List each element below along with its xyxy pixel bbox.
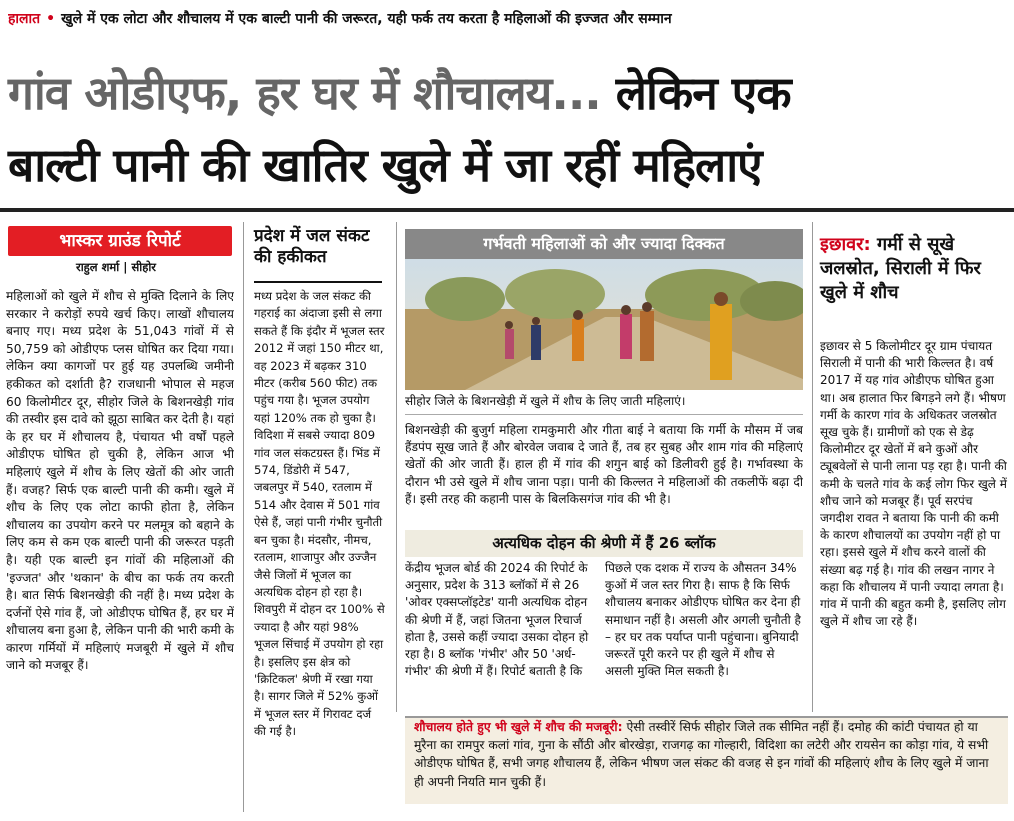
photo-headline: गर्भवती महिलाओं को और ज्यादा दिक्कत: [405, 229, 803, 259]
strapline-kicker: हालात: [8, 11, 41, 27]
bullet-dot-icon: •: [46, 11, 56, 27]
byline: राहुल शर्मा | सीहोर: [76, 260, 157, 274]
column-divider: [396, 222, 397, 712]
caption-rule: [405, 414, 803, 415]
brand-label: भास्कर ग्राउंड रिपोर्ट: [8, 226, 232, 256]
women-walking-photo: [405, 259, 803, 390]
sidebar-rule: [254, 281, 382, 283]
right-heading-text: गर्मी से सूखे जलस्रोत, सिराली में फिर खुले में शौच: [820, 234, 981, 303]
center-story-body: बिशनखेड़ी की बुजुर्ग महिला रामकुमारी और गीता बाई ने बताया कि गर्मी के मौसम में जब हैंडपंप सूख जाते हैं और बोरवेल जवाब दे जाते हैं, तब हर सुबह और शाम गांव की महिलाएं खेतों की ओर जाती हैं। हाल ही में गांव की शगुन बाई को डिलीवरी हुई है। गर्भावस्था के दौरान भी उसे खुले में शौच जाना पड़ा। पानी की किल्लत ने महिलाओं की तकलीफें बढ़ा दी हैं। इसी तरह की कहानी पास के बिलकिसगंज गांव की भी है।: [405, 423, 803, 506]
bottom-body: ऐसी तस्वीरें सिर्फ सीहोर जिले तक सीमित नहीं हैं। दमोह की कांटी पंचायत हो या मुरैना का रामपुर कलां गांव, गुना के सौंठी और बोरखेड़ा, राजगढ़ का गोल्हारी, विदिशा का लटेरी और रायसेन का कोड़ा गांव, ये सभी ओडीएफ घोषित हैं, सभी जगह शौचालय हैं, लेकिन भीषण जल संकट की वजह से इन गांवों की महिलाएं शौच के लिए खुले में जाना ही अपनी नियति मान चुकी हैं।: [414, 720, 989, 789]
right-heading: [820, 233, 1008, 305]
block-section-heading: अत्यधिक दोहन की श्रेणी में हैं 26 ब्लॉक: [405, 530, 803, 557]
bottom-kicker: शौचालय होते हुए भी खुले में शौच की मजबूरी:: [414, 720, 623, 734]
headline-line-1: [8, 64, 1008, 122]
column-divider: [812, 222, 813, 712]
right-story-body: इछावर से 5 किलोमीटर दूर ग्राम पंचायत सिराली में पानी की भारी किल्लत है। वर्ष 2017 में यह गांव ओडीएफ घोषित हुआ था। अब हालात फिर बिगड़ने लगे हैं। भीषण गर्मी के कारण गांव के अधिकतर जलस्रोत सूख चुके हैं। ग्रामीणों को एक से डेढ़ किलोमीटर दूर खेतों में बने कुओं और ट्यूबवेलों से पानी लाना पड़ रहा है। पानी की कमी के चलते गांव के कई लोग फिर खुले में शौच जाने को मजबूर हैं। पूर्व सरपंच जगदीश रावत ने बताया कि पानी की कमी के कारण शौचालयों का उपयोग नहीं हो पा रहा। इससे खुले में शौच करने वालों की संख्या बढ़ गई है। गांव की लखन नागर ने कहा कि शौचालय में पानी ज्यादा लगता है। गांव में पानी की बहुत कमी है, इसलिए लोग खुले में शौच जा रहे हैं।: [820, 339, 1007, 629]
news-photo: [405, 259, 803, 390]
block-section-col-2: पिछले एक दशक में राज्य के औसतन 34% कुओं में जल स्तर गिरा है। साफ है कि सिर्फ शौचालय बनाकर ओडीएफ घोषित कर देना ही समाधान नहीं है। असली और अगली चुनौती है – हर घर तक पर्याप्त पानी पहुंचाना। बुनियादी जरूरतें पूरी करने पर ही खुले में शौच से असली मुक्ति मिल सकती है।: [605, 561, 801, 679]
headline-part-gray: गांव ओडीएफ, हर घर में शौचालय...: [8, 66, 601, 120]
bottom-text: [414, 718, 1002, 791]
column-divider: [243, 222, 244, 812]
headline-line-2: बाल्टी पानी की खातिर खुले में जा रहीं महिलाएं: [8, 138, 762, 192]
sidebar-heading: प्रदेश में जल संकट की हकीकत: [254, 226, 370, 267]
headline-part-black: लेकिन एक: [615, 66, 791, 120]
sidebar-body: मध्य प्रदेश के जल संकट की गहराई का अंदाजा इसी से लगा सकते हैं कि इंदौर में भूजल स्तर 2012 में जहां 150 मीटर था, वह 2023 में बढ़कर 310 मीटर (करीब 560 फीट) तक पहुंच गया है। भूजल उपयोग यहां 120% तक हो चुका है। विदिशा में सबसे ज्यादा 809 गांव जल संकटग्रस्त हैं। भिंड में 574, डिंडोरी में 547, जबलपुर में 540, रतलाम में 514 और देवास में 501 गांव ऐसे हैं, जहां पानी गंभीर चुनौती बन चुका है। मंदसौर, नीमच, रतलाम, शाजापुर और उज्जैन जैसे जिलों में भूजल का अत्यधिक दोहन हो रहा है। शिवपुरी में दोहन दर 100% से ज्यादा है और यहां 98% भूजल सिंचाई में उपयोग हो रहा है। इसलिए इस क्षेत्र को 'क्रिटिकल' श्रेणी में रखा गया है। सागर जिले में 52% कुओं में भूजल स्तर में गिरावट दर्ज की गई है।: [254, 289, 385, 739]
left-story-body: महिलाओं को खुले में शौच से मुक्ति दिलाने के लिए सरकार ने करोड़ों रुपये खर्च किए। लाखों शौचालय बनाए गए। मध्य प्रदेश के 51,043 गांवों में से 50,759 को ओडीएफ प्लस घोषित कर दिया गया। लेकिन क्या कागजों पर हुई यह उपलब्धि जमीनी हकीकत को दर्शाती है? राजधानी भोपाल से महज 60 किलोमीटर दूर, सीहोर जिले के बिशनखेड़ी गांव की तस्वीर इस दावे को झूठा साबित कर देती है। यहां के हर घर में शौचालय है, पंचायत भी वर्षों पहले ओडीएफ घोषित हो चुकी है, लेकिन आज भी महिलाएं खुले में शौच के लिए खेतों की ओर जाती हैं। वजह? सिर्फ एक बाल्टी पानी की कमी। खुले में शौच के लिए एक लोटा काफी होता है, लेकिन शौचालय का उपयोग करने पर मलमूत्र को बहाने के लिए कम से कम एक बाल्टी पानी की जरूरत पड़ती है। यही एक बाल्टी इन गांवों की महिलाओं की 'इज्जत' और 'थकान' के बीच का फर्क तय करती है। बात सिर्फ बिशनखेड़ी की नहीं है। मध्य प्रदेश के दर्जनों ऐसे गांव हैं, जो ओडीएफ घोषित हैं, हर घर में शौचालय बना हुआ है, लेकिन पानी की भारी कमी के कारण गर्मियों में महिलाएं मजबूरी में खुले में शौच जाने को मजबूर हैं।: [6, 289, 234, 673]
headline-rule: [0, 208, 1014, 212]
strapline: [8, 6, 1008, 32]
strapline-text: खुले में एक लोटा और शौचालय में एक बाल्टी पानी की जरूरत, यही फर्क तय करता है महिलाओं की इज्जत और सम्मान: [61, 11, 672, 27]
right-kicker: इछावर:: [820, 234, 871, 255]
block-section-col-1: केंद्रीय भूजल बोर्ड की 2024 की रिपोर्ट के अनुसार, प्रदेश के 313 ब्लॉकों में से 26 'ओवर एक्सप्लॉइटेड' यानी अत्यधिक दोहन की श्रेणी में हैं, जहां जितना भूजल रिचार्ज होता है, उससे कहीं ज्यादा उसका दोहन हो रहा है। 8 ब्लॉक 'गंभीर' और 50 'अर्ध-गंभीर' की श्रेणी में हैं। रिपोर्ट बताती है कि: [405, 561, 589, 679]
photo-caption: सीहोर जिले के बिशनखेड़ी में खुले में शौच के लिए जाती महिलाएं।: [405, 394, 686, 408]
